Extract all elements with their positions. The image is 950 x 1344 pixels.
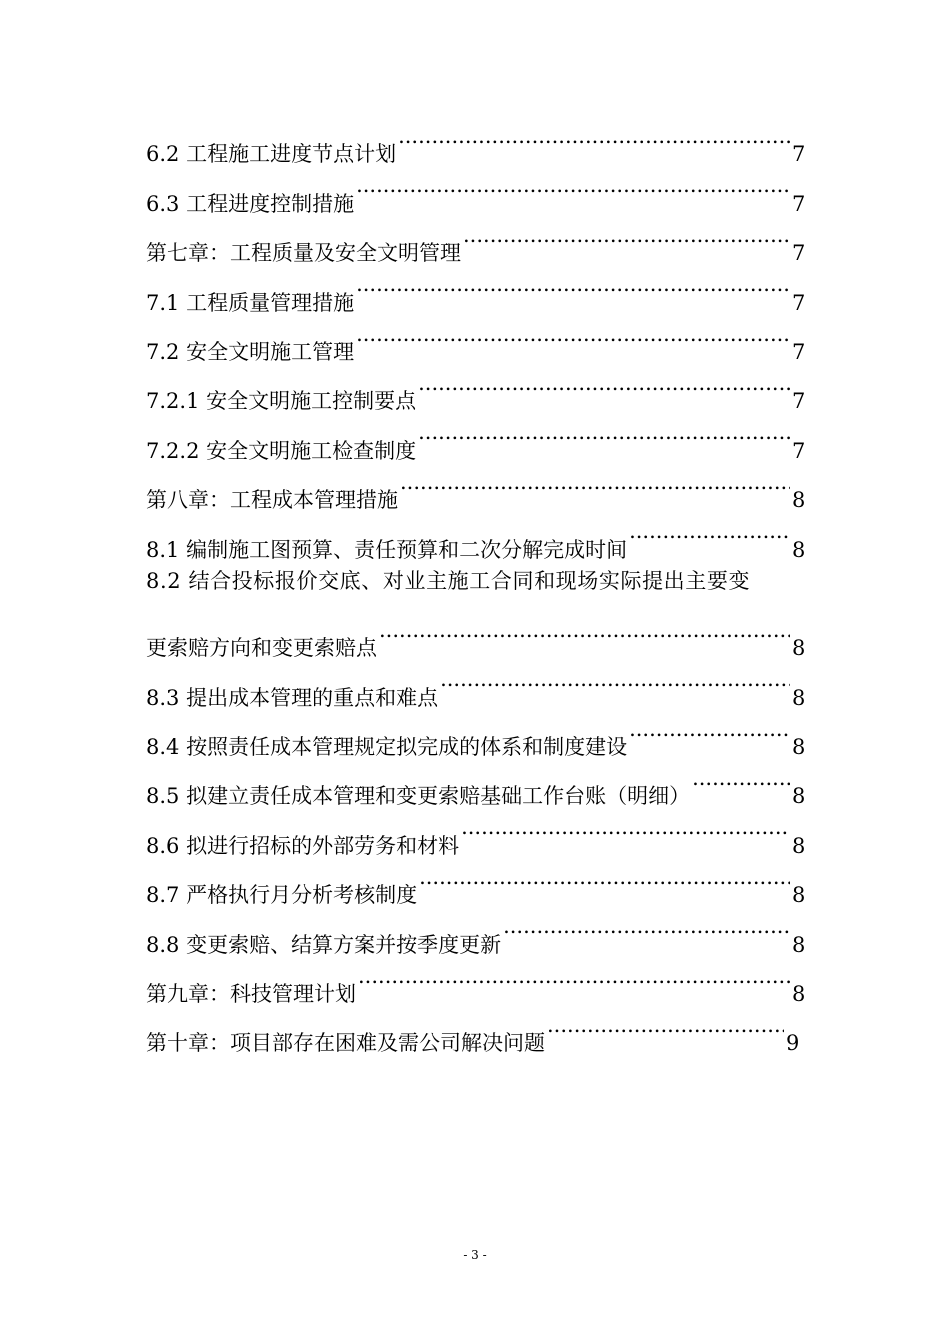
toc-entry-label: 8.6 拟进行招标的外部劳务和材料	[146, 833, 460, 858]
toc-entry-label: 8.4 按照责任成本管理规定拟完成的体系和制度建设	[146, 735, 628, 760]
toc-dot-leader	[629, 507, 790, 556]
toc-entry-page: 8	[792, 636, 806, 661]
toc-entry-label: 8.3 提出成本管理的重点和难点	[146, 685, 439, 710]
toc-entry-label: 7.1 工程质量管理措施	[146, 290, 355, 315]
toc-entry-page: 8	[792, 685, 806, 710]
toc-entry-label: 第九章：科技管理计划	[146, 982, 356, 1007]
toc-entry-page: 8	[792, 833, 806, 858]
toc-entry-label: 7.2.2 安全文明施工检查制度	[146, 438, 417, 463]
toc-entry-page: 7	[792, 290, 806, 315]
toc-entry-page: 8	[792, 932, 806, 957]
toc-entry-page: 7	[792, 142, 806, 167]
toc-dot-leader	[547, 1001, 784, 1050]
toc-entry-label: 6.2 工程施工进度节点计划	[146, 142, 397, 167]
toc-entry-page: 8	[792, 982, 806, 1007]
toc-entry-label: 8.7 严格执行月分析考核制度	[146, 883, 418, 908]
toc-entry-page: 8	[792, 537, 806, 562]
table-of-contents	[146, 112, 806, 1056]
toc-entry-label: 6.3 工程进度控制措施	[146, 191, 355, 216]
toc-entry-8-2-line-2[interactable]	[146, 606, 806, 661]
toc-dot-leader	[356, 310, 790, 359]
toc-dot-leader	[379, 606, 790, 655]
toc-dot-leader	[400, 458, 790, 507]
toc-dot-leader	[358, 952, 790, 1001]
toc-entry-page: 8	[792, 488, 806, 513]
toc-dot-leader	[629, 705, 790, 754]
toc-entry-label: 更索赔方向和变更索赔点	[146, 636, 377, 661]
toc-entry-page: 7	[792, 241, 806, 266]
toc-dot-leader	[461, 803, 790, 852]
toc-dot-leader	[398, 112, 790, 161]
toc-entry-page: 8	[792, 883, 806, 908]
toc-dot-leader	[692, 754, 790, 803]
toc-entry-page: 7	[792, 438, 806, 463]
toc-entry-label: 第十章：项目部存在困难及需公司解决问题	[146, 1031, 545, 1056]
toc-entry-label: 7.2.1 安全文明施工控制要点	[146, 389, 417, 414]
toc-entry-label: 8.8 变更索赔、结算方案并按季度更新	[146, 932, 502, 957]
toc-entry-label: 8.2 结合投标报价交底、对业主施工合同和现场实际提出主要变	[146, 568, 751, 593]
toc-dot-leader	[356, 161, 790, 210]
toc-dot-leader	[356, 260, 790, 309]
toc-dot-leader	[419, 853, 790, 902]
toc-entry-label: 第八章：工程成本管理措施	[146, 488, 398, 513]
toc-dot-leader	[503, 902, 790, 951]
toc-entry-page: 8	[792, 784, 806, 809]
toc-entry-page: 7	[792, 191, 806, 216]
toc-entry-label: 8.5 拟建立责任成本管理和变更索赔基础工作台账（明细）	[146, 784, 691, 809]
toc-entry-label: 7.2 安全文明施工管理	[146, 339, 355, 364]
toc-dot-leader	[440, 655, 790, 704]
toc-entry-label: 8.1 编制施工图预算、责任预算和二次分解完成时间	[146, 537, 628, 562]
toc-dot-leader	[418, 359, 790, 408]
toc-entry-label: 第七章：工程质量及安全文明管理	[146, 241, 461, 266]
toc-entry-8-2-line-1[interactable]	[146, 557, 818, 606]
toc-entry-page: 9	[786, 1031, 800, 1056]
toc-dot-leader	[418, 408, 790, 457]
toc-entry-page: 7	[792, 339, 806, 364]
toc-entry-page: 7	[792, 389, 806, 414]
toc-entry-page: 8	[792, 735, 806, 760]
toc-entry-6-2[interactable]	[146, 112, 806, 167]
toc-dot-leader	[463, 211, 790, 260]
page-number: - 3 -	[463, 1248, 487, 1262]
